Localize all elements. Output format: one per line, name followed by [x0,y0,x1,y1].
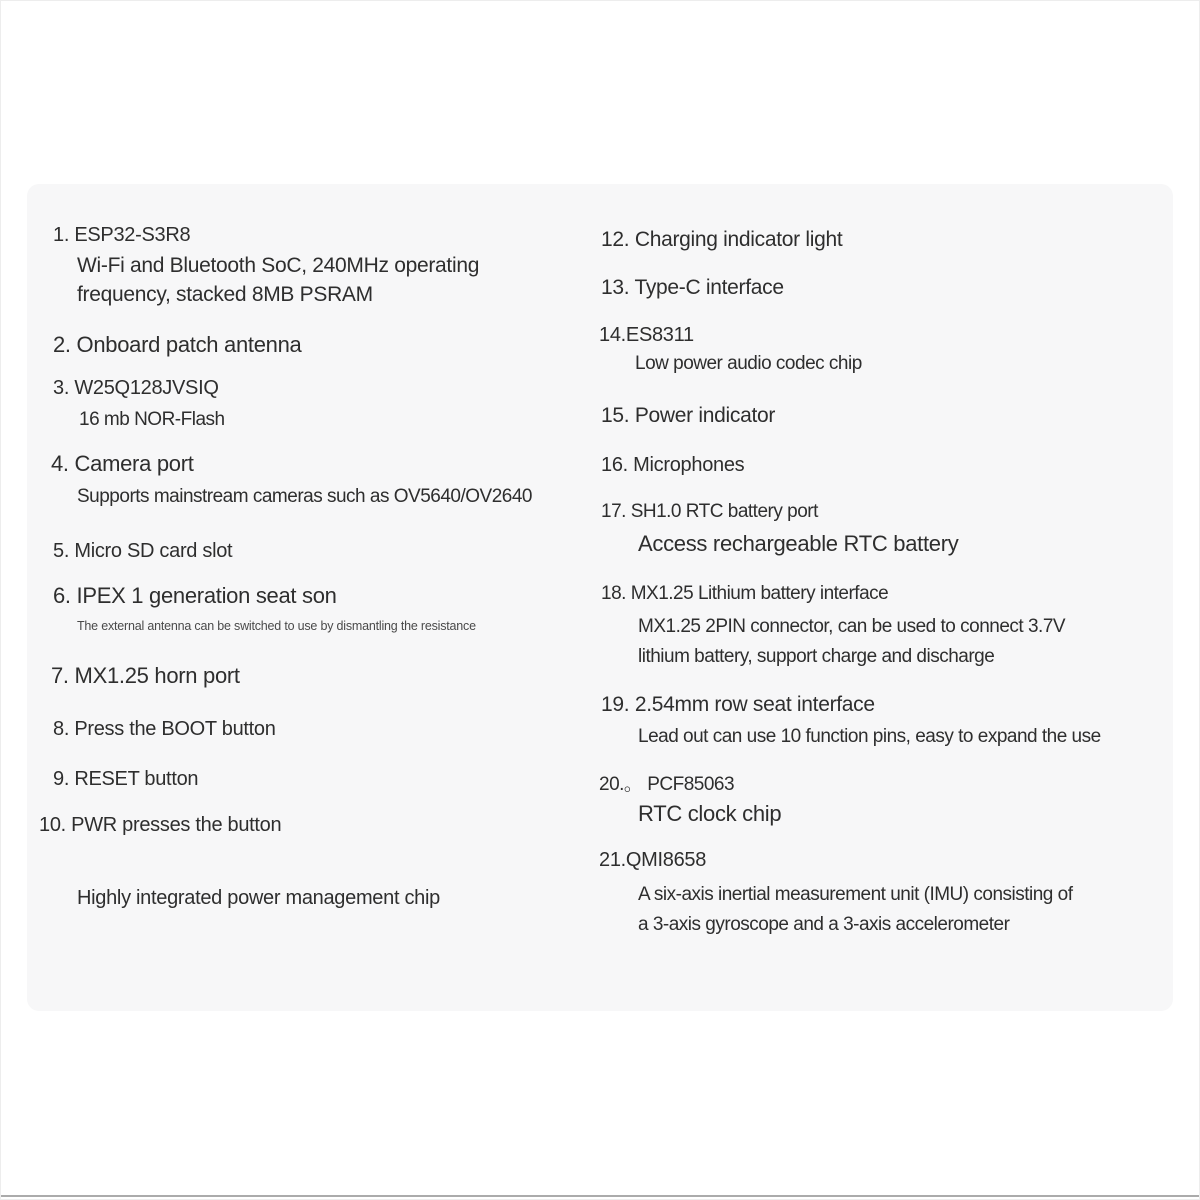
item-10-title: 10. PWR presses the button [39,814,282,836]
item-13-title: 13. Type-C interface [601,276,784,299]
item-19-desc-line: Lead out can use 10 function pins, easy to expand the use [638,726,1101,747]
item-6-title: 6. IPEX 1 generation seat son [53,583,337,608]
item-7-title: 7. MX1.25 horn port [51,663,240,688]
item-4-title: 4. Camera port [51,451,194,476]
item-3-title: 3. W25Q128JVSIQ [53,377,219,399]
item-14-title: 14.ES8311 [599,324,694,346]
item-8-title: 8. Press the BOOT button [53,718,276,740]
item-1-desc-line: frequency, stacked 8MB PSRAM [77,283,373,306]
item-17-title: 17. SH1.0 RTC battery port [601,501,818,522]
item-6-desc-line: The external antenna can be switched to use by dismantling the resistance [77,619,476,633]
item-12-title: 12. Charging indicator light [601,228,843,251]
item-16-title: 16. Microphones [601,454,745,476]
item-18-desc-line: lithium battery, support charge and discharge [638,646,995,667]
item-5-title: 5. Micro SD card slot [53,540,233,562]
power-management-note: Highly integrated power management chip [77,887,440,909]
item-9-title: 9. RESET button [53,768,199,790]
item-20-title: 20.。 PCF85063 [599,774,735,795]
item-4-desc-line: Supports mainstream cameras such as OV5640/OV2640 [77,486,532,507]
item-1-title: 1. ESP32-S3R8 [53,224,191,246]
item-18-desc-line: MX1.25 2PIN connector, can be used to connect 3.7V [638,616,1066,637]
item-20-desc-line: RTC clock chip [638,801,782,826]
item-1-desc-line: Wi-Fi and Bluetooth SoC, 240MHz operating [77,254,480,277]
item-14-desc-line: Low power audio codec chip [635,353,862,374]
item-3-desc-line: 16 mb NOR-Flash [79,409,225,430]
item-21-desc-line: A six-axis inertial measurement unit (IMU) consisting of [638,884,1073,905]
bottom-divider [1,1195,1200,1197]
item-2-title: 2. Onboard patch antenna [53,332,302,357]
item-21-desc-line: a 3-axis gyroscope and a 3-axis accelerometer [638,914,1010,935]
item-19-title: 19. 2.54mm row seat interface [601,693,875,716]
item-15-title: 15. Power indicator [601,404,776,427]
item-21-title: 21.QMI8658 [599,849,707,871]
item-17-desc-line: Access rechargeable RTC battery [638,531,959,556]
item-18-title: 18. MX1.25 Lithium battery interface [601,583,889,604]
